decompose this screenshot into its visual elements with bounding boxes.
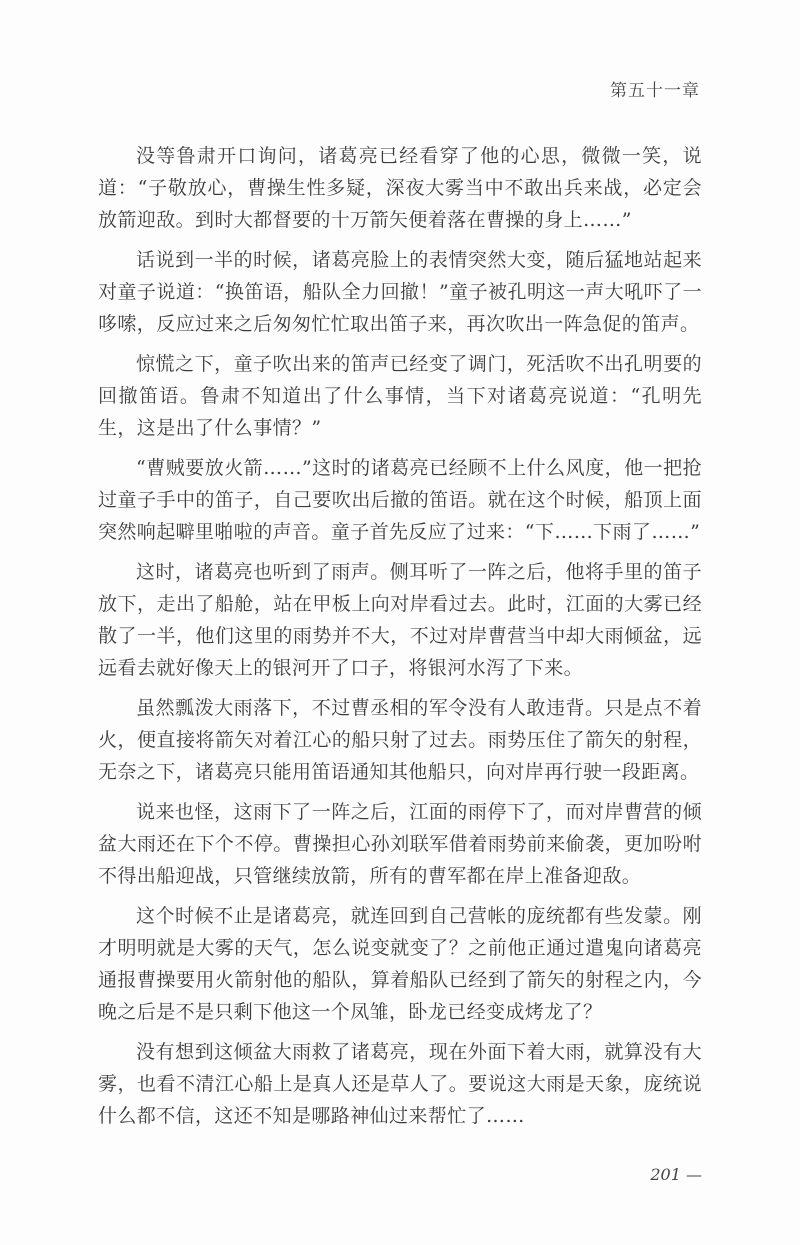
paragraph: 说来也怪，这雨下了一阵之后，江面的雨停下了，而对岸曹营的倾盆大雨还在下个不停。曹操担心孙刘联军借着雨势前来偷袭，更加吩咐不得出船迎战，只管继续放箭，所有的曹军都在岸上准备迎敌。: [98, 801, 702, 887]
paragraph: 没等鲁肃开口询问，诸葛亮已经看穿了他的心思，微微一笑，说道：“子敬放心，曹操生性多疑，深夜大雾当中不敢出兵来战，必定会放箭迎敌。到时大都督要的十万箭矢便着落在曹操的身上……”: [98, 145, 702, 231]
paragraph: 没有想到这倾盆大雨救了诸葛亮，现在外面下着大雨，就算没有大雾，也看不清江心船上是真人还是草人了。要说这大雨是天象，庞统说什么都不信，这还不知是哪路神仙过来帮忙了……: [98, 1041, 702, 1127]
paragraph: 虽然瓢泼大雨落下，不过曹丞相的军令没有人敢违背。只是点不着火，便直接将箭矢对着江心的船只射了过去。雨势压住了箭矢的射程，无奈之下，诸葛亮只能用笛语通知其他船只，向对岸再行驶一段距离。: [98, 697, 702, 783]
body-text: [98, 140, 702, 1140]
paragraph: 惊慌之下，童子吹出来的笛声已经变了调门，死活吹不出孔明要的回撤笛语。鲁肃不知道出了什么事情，当下对诸葛亮说道：“孔明先生，这是出了什么事情？”: [98, 353, 702, 439]
paragraph: “曹贼要放火箭……”这时的诸葛亮已经顾不上什么风度，他一把抢过童子手中的笛子，自己要吹出后撤的笛语。就在这个时候，船顶上面突然响起噼里啪啦的声音。童子首先反应了过来：“下……下雨了……”: [98, 457, 702, 543]
paragraph: 这个时候不止是诸葛亮，就连回到自己营帐的庞统都有些发蒙。刚才明明就是大雾的天气，怎么说变就变了？之前他正通过遣鬼向诸葛亮通报曹操要用火箭射他的船队，算着船队已经到了箭矢的射程之内，今晚之后是不是只剩下他这一个凤雏，卧龙已经变成烤龙了？: [98, 905, 702, 1023]
paragraph: 话说到一半的时候，诸葛亮脸上的表情突然大变，随后猛地站起来对童子说道：“换笛语，船队全力回撤！”童子被孔明这一声大吼吓了一哆嗦，反应过来之后匆匆忙忙取出笛子来，再次吹出一阵急促的笛声。: [98, 249, 702, 335]
chapter-header: 第五十一章: [610, 81, 700, 101]
paragraph: 这时，诸葛亮也听到了雨声。侧耳听了一阵之后，他将手里的笛子放下，走出了船舱，站在甲板上向对岸看过去。此时，江面的大雾已经散了一半，他们这里的雨势并不大，不过对岸曹营当中却大雨倾盆，远远看去就好像天上的银河开了口子，将银河水泻了下来。: [98, 561, 702, 679]
page-number: 201 —: [650, 1165, 702, 1184]
